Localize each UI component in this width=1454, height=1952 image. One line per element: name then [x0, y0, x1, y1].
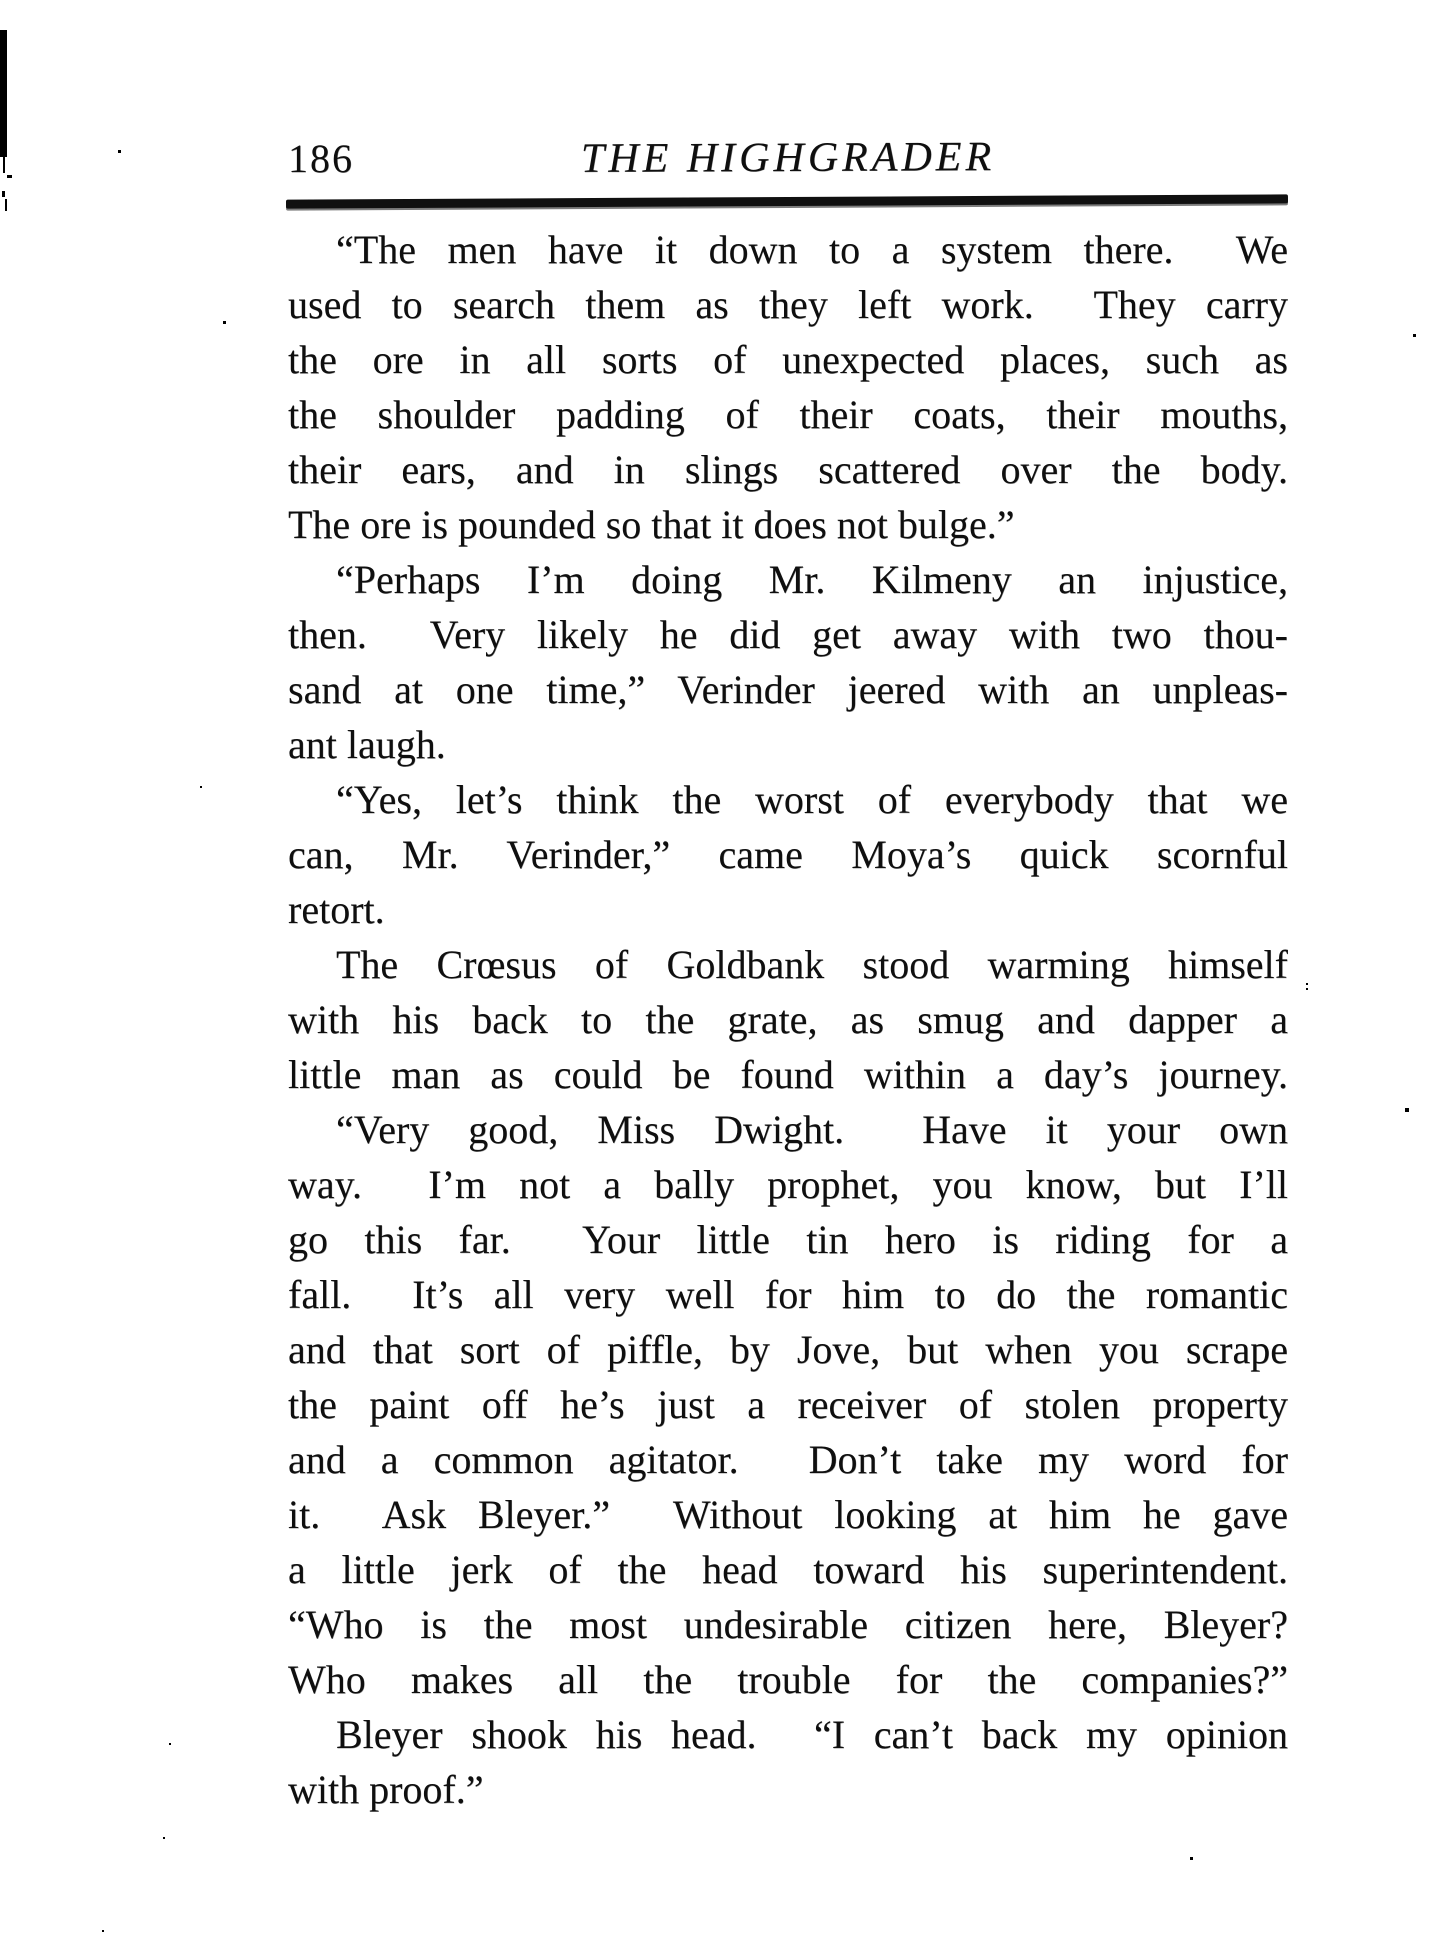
text-line: “Very good, Miss Dwight. Have it your own: [336, 1107, 1288, 1152]
running-title: THE HIGHGRADER: [580, 134, 996, 182]
scan-artifact-left-edge: [3, 157, 5, 173]
page-number: 186: [288, 136, 354, 181]
scan-speck: [1306, 988, 1308, 990]
text-line: and that sort of piffle, by Jove, but when you scrape: [288, 1327, 1288, 1372]
text-line: “Yes, let’s think the worst of everybody that we: [336, 777, 1288, 822]
paragraph: [288, 222, 1288, 552]
text-line: then. Very likely he did get away with two thou-: [288, 612, 1288, 657]
text-line: the paint off he’s just a receiver of stolen property: [288, 1382, 1288, 1427]
scan-speck: [169, 1743, 171, 1745]
text-line: The Crœsus of Goldbank stood warming himself: [336, 942, 1288, 987]
scan-artifact-left-edge: [0, 30, 7, 157]
text-line: fall. It’s all very well for him to do the romantic: [288, 1272, 1288, 1317]
text-line: the ore in all sorts of unexpected places, such as: [288, 337, 1288, 382]
scan-speck: [1306, 983, 1308, 985]
paragraph: [288, 937, 1288, 1102]
text-line: The ore is pounded so that it does not bulge.”: [288, 502, 1015, 547]
scan-speck: [1413, 334, 1416, 337]
page-body: [288, 222, 1288, 1817]
text-line: “Who is the most undesirable citizen here, Bleyer?: [288, 1602, 1288, 1647]
scan-speck: [1190, 1857, 1193, 1860]
scan-speck: [102, 1930, 104, 1932]
text-line: little man as could be found within a day’s journey.: [288, 1052, 1288, 1097]
text-line: it. Ask Bleyer.” Without looking at him he gave: [288, 1492, 1288, 1537]
scan-speck: [1405, 1108, 1409, 1112]
header-rule: [286, 194, 1288, 208]
paragraph: [288, 1102, 1288, 1707]
text-line: with proof.”: [288, 1767, 484, 1812]
text-line: sand at one time,” Verinder jeered with an unpleas-: [288, 667, 1288, 712]
paragraph: [288, 1707, 1288, 1817]
scan-speck: [118, 150, 121, 153]
text-line: and a common agitator. Don’t take my word for: [288, 1437, 1288, 1482]
text-line: “The men have it down to a system there. We: [336, 227, 1288, 272]
scan-artifact-left-edge: [5, 199, 7, 211]
text-line: ant laugh.: [288, 722, 446, 767]
text-line: Bleyer shook his head. “I can’t back my opinion: [336, 1712, 1288, 1757]
text-line: can, Mr. Verinder,” came Moya’s quick scornful: [288, 832, 1288, 877]
text-line: Who makes all the trouble for the companies?”: [288, 1657, 1288, 1702]
text-line: their ears, and in slings scattered over the body.: [288, 447, 1288, 492]
text-line: go this far. Your little tin hero is riding for a: [288, 1217, 1288, 1262]
text-line: “Perhaps I’m doing Mr. Kilmeny an injustice,: [336, 557, 1288, 602]
text-line: used to search them as they left work. They carry: [288, 282, 1288, 327]
scan-artifact-left-edge: [2, 191, 5, 197]
text-line: retort.: [288, 887, 385, 932]
scan-artifact-left-edge: [7, 175, 12, 178]
text-line: with his back to the grate, as smug and dapper a: [288, 997, 1288, 1042]
scan-speck: [200, 786, 202, 788]
text-line: the shoulder padding of their coats, their mouths,: [288, 392, 1288, 437]
text-line: way. I’m not a bally prophet, you know, but I’ll: [288, 1162, 1288, 1207]
paragraph: [288, 772, 1288, 937]
scan-speck: [223, 321, 226, 324]
scan-speck: [163, 1837, 165, 1839]
paragraph: [288, 552, 1288, 772]
text-line: a little jerk of the head toward his superintendent.: [288, 1547, 1288, 1592]
